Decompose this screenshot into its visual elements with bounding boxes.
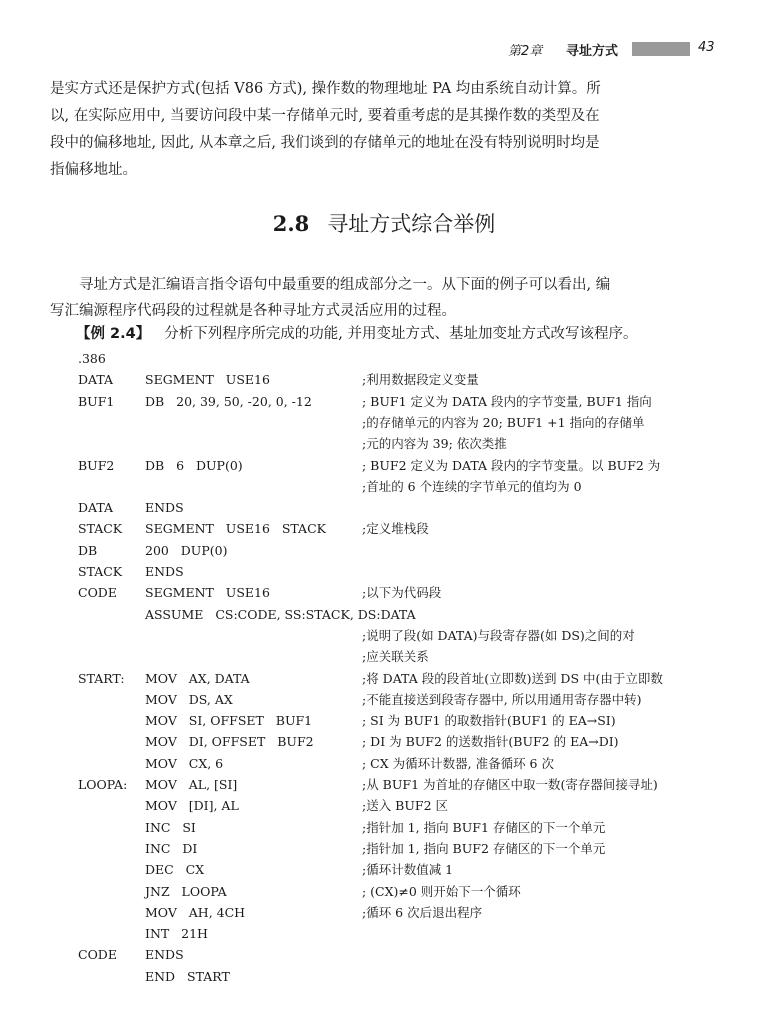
code-instruction: SEGMENT USE16 — [145, 372, 270, 388]
code-line — [0, 838, 768, 859]
code-label: DB — [78, 542, 98, 558]
code-instruction: JNZ LOOPA — [145, 883, 227, 899]
intro-paragraph — [50, 76, 726, 184]
section-number: 2.8 — [272, 211, 310, 236]
code-line — [0, 540, 768, 561]
code-line — [0, 902, 768, 923]
code-instruction: 200 DUP(0) — [145, 542, 228, 558]
code-comment: ;说明了段(如 DATA)与段寄存器(如 DS)之间的对 — [362, 627, 635, 643]
code-label: CODE — [78, 947, 117, 963]
code-instruction: SEGMENT USE16 STACK — [145, 521, 326, 537]
code-comment: ;首址的 6 个连续的字节单元的值均为 0 — [362, 478, 582, 494]
code-label: BUF1 — [78, 393, 115, 409]
code-line — [0, 348, 768, 369]
chapter-title: 寻址方式 — [566, 44, 619, 59]
example-tag: 【例 2.4】 — [76, 326, 151, 342]
code-comment: ; DI 为 BUF2 的送数指针(BUF2 的 EA→DI) — [362, 734, 619, 750]
code-instruction: INC SI — [145, 819, 196, 835]
code-instruction: MOV [DI], AL — [145, 798, 239, 814]
code-line — [0, 859, 768, 880]
code-instruction: DB 6 DUP(0) — [145, 457, 243, 473]
code-instruction: ENDS — [145, 564, 184, 579]
code-comment: ;元的内容为 39; 依次类推 — [362, 436, 507, 452]
intro-line: 段中的偏移地址, 因此, 从本章之后, 我们谈到的存储单元的地址在没有特别说明时均是 — [50, 135, 600, 151]
code-comment: ;从 BUF1 为首址的存储区中取一数(寄存器间接寻址) — [362, 777, 658, 792]
code-comment: ; CX 为循环计数器, 准备循环 6 次 — [362, 755, 554, 771]
code-line — [0, 923, 768, 944]
code-line — [0, 476, 768, 497]
code-comment: ;定义堆栈段 — [362, 521, 429, 537]
chapter-label: 第2章 — [508, 44, 543, 59]
code-comment: ; SI 为 BUF1 的取数指针(BUF1 的 EA→SI) — [362, 713, 616, 729]
code-label: LOOPA: — [78, 777, 128, 792]
code-instruction: INT 21H — [145, 926, 208, 942]
intro-line: 是实方式还是保护方式(包括 V86 方式), 操作数的物理地址 PA 均由系统自动计算。所 — [50, 81, 601, 97]
code-line — [0, 753, 768, 774]
code-instruction: DEC CX — [145, 862, 205, 878]
code-comment: ;以下为代码段 — [362, 585, 442, 601]
code-comment: ; BUF2 定义为 DATA 段内的字节变量。以 BUF2 为 — [362, 457, 661, 473]
code-line — [0, 433, 768, 454]
code-comment: ;指针加 1, 指向 BUF1 存储区的下一个单元 — [362, 819, 606, 835]
intro-line: 以, 在实际应用中, 当要访问段中某一存储单元时, 要着重考虑的是其操作数的类型及在 — [50, 108, 600, 124]
code-line — [0, 668, 768, 689]
code-comment: ;指针加 1, 指向 BUF2 存储区的下一个单元 — [362, 840, 606, 856]
code-label: DATA — [78, 372, 114, 388]
page-number: 43 — [698, 40, 715, 55]
code-instruction: ENDS — [145, 500, 184, 516]
header-bar — [632, 42, 690, 56]
code-comment: ;循环计数值减 1 — [362, 862, 454, 878]
code-label: STACK — [78, 564, 123, 579]
code-instruction: END START — [145, 968, 230, 984]
code-comment: ; (CX)≠0 则开始下一个循环 — [362, 883, 521, 899]
code-comment: ;利用数据段定义变量 — [362, 372, 479, 388]
body-line: 寻址方式是汇编语言指令语句中最重要的组成部分之一。从下面的例子可以看出, 编 — [79, 277, 611, 293]
code-line — [0, 966, 768, 987]
body-paragraph — [50, 272, 726, 324]
code-line — [0, 817, 768, 838]
code-instruction: ASSUME CS:CODE, SS:STACK, DS:DATA — [145, 606, 416, 622]
code-label: BUF2 — [78, 457, 115, 473]
code-instruction: INC DI — [145, 840, 198, 856]
section-title: 寻址方式综合举例 — [327, 212, 496, 236]
code-comment: ;的存储单元的内容为 20; BUF1 +1 指向的存储单 — [362, 414, 645, 430]
code-line — [0, 710, 768, 731]
code-comment: ; BUF1 定义为 DATA 段内的字节变量, BUF1 指向 — [362, 393, 652, 409]
code-instruction: MOV AH, 4CH — [145, 904, 246, 920]
code-line — [0, 774, 768, 795]
code-line — [0, 518, 768, 539]
code-instruction: MOV AX, DATA — [145, 670, 250, 686]
code-label: START: — [78, 670, 125, 686]
code-instruction: MOV AL, [SI] — [145, 777, 238, 792]
code-label: CODE — [78, 585, 117, 601]
code-comment: ;将 DATA 段的段首址(立即数)送到 DS 中(由于立即数 — [362, 670, 663, 686]
code-line — [0, 881, 768, 902]
body-line: 写汇编源程序代码段的过程就是各种寻址方式灵活应用的过程。 — [50, 303, 456, 319]
code-line — [0, 391, 768, 412]
section-heading — [0, 208, 768, 238]
code-label: DATA — [78, 500, 114, 516]
code-line — [0, 646, 768, 667]
code-label: .386 — [78, 351, 106, 366]
intro-line: 指偏移地址。 — [50, 162, 137, 178]
code-line — [0, 369, 768, 390]
code-line — [0, 944, 768, 965]
code-line — [0, 561, 768, 582]
code-comment: ;送入 BUF2 区 — [362, 798, 449, 814]
code-line — [0, 412, 768, 433]
code-instruction: ENDS — [145, 947, 184, 963]
code-line — [0, 689, 768, 710]
page-header — [0, 40, 768, 62]
code-comment: ;循环 6 次后退出程序 — [362, 904, 483, 920]
code-line — [0, 497, 768, 518]
code-label: STACK — [78, 521, 123, 537]
code-comment: ;不能直接送到段寄存器中, 所以用通用寄存器中转) — [362, 691, 642, 707]
code-line — [0, 625, 768, 646]
example-heading — [76, 322, 736, 343]
code-line — [0, 604, 768, 625]
code-instruction: SEGMENT USE16 — [145, 585, 270, 601]
code-line — [0, 582, 768, 603]
code-instruction: MOV SI, OFFSET BUF1 — [145, 713, 313, 729]
code-instruction: DB 20, 39, 50, -20, 0, -12 — [145, 393, 312, 409]
code-line — [0, 455, 768, 476]
code-instruction: MOV CX, 6 — [145, 755, 224, 771]
code-line — [0, 731, 768, 752]
example-text: 分析下列程序所完成的功能, 并用变址方式、基址加变址方式改写该程序。 — [164, 326, 638, 342]
code-comment: ;应关联关系 — [362, 649, 429, 665]
code-instruction: MOV DI, OFFSET BUF2 — [145, 734, 314, 750]
code-line — [0, 795, 768, 816]
code-instruction: MOV DS, AX — [145, 691, 233, 707]
